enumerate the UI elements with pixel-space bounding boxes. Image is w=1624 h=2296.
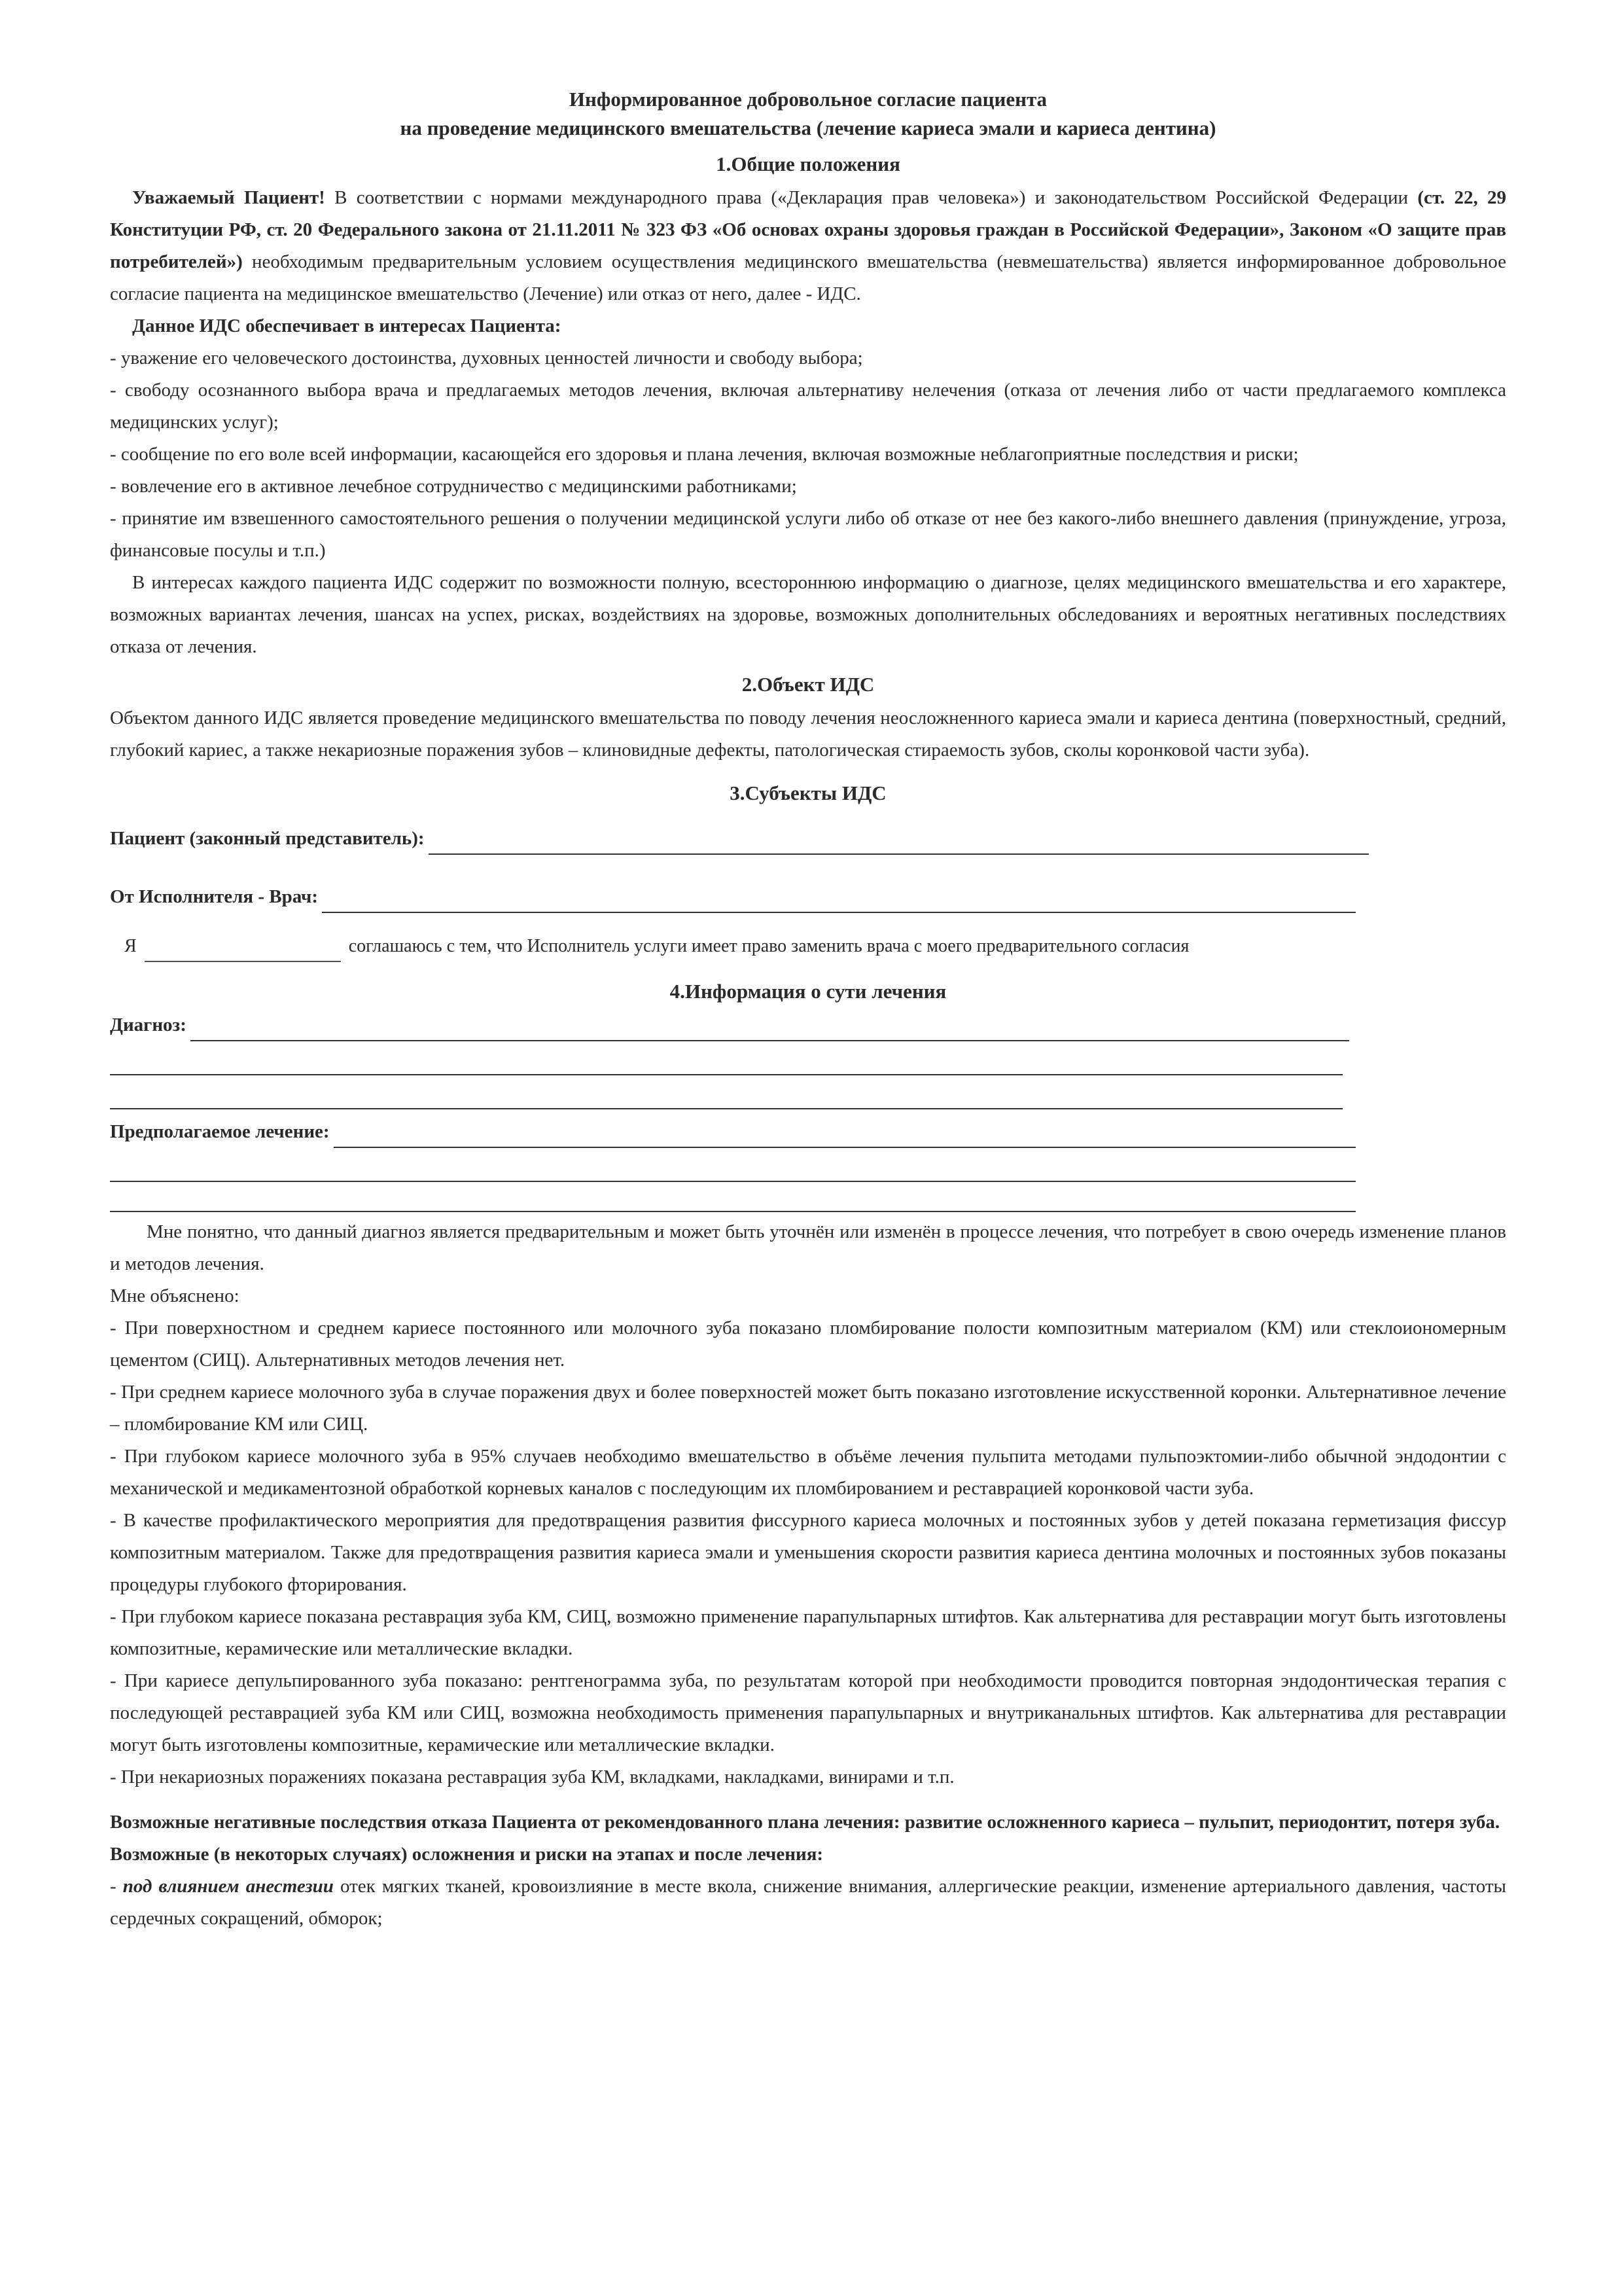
greeting: Уважаемый Пациент! bbox=[132, 187, 325, 208]
agree-text: соглашаюсь с тем, что Исполнитель услуги имеет право заменить врача с моего предварительного согласия bbox=[348, 936, 1190, 956]
section-1-intro bbox=[110, 182, 1506, 310]
agree-signature-line[interactable] bbox=[145, 940, 341, 962]
law-references: (ст. 22, 29 Конституции РФ, ст. 20 Федерального закона от 21.11.2011 № 323 ФЗ «Об основах охраны здоровья граждан в Российской Федерации», Законом «О защите прав потребителей») bbox=[110, 187, 1507, 272]
section-3-heading: 3.Субъекты ИДС bbox=[730, 781, 887, 804]
doctor-replacement-agreement bbox=[110, 930, 1506, 962]
section-4-heading: 4.Информация о сути лечения bbox=[669, 980, 947, 1003]
section-2-heading: 2.Объект ИДС bbox=[741, 673, 875, 696]
treatment-info-item: - При некариозных поражениях показана реставрация зуба КМ, вкладками, накладками, винирами и т.п. bbox=[110, 1767, 955, 1787]
treatment-info-item: - При кариесе депульпированного зуба показано: рентгенограмма зуба, по результатам которой при необходимости проводится повторная эндодонтическая терапия с последующей реставрацией зуба КМ или СИЦ, возможна необходимость применения парапульпарных и внутриканальных штифтов. Как альтернатива для реставрации могут быть изготовлены композитные, керамические или металлические вкладки. bbox=[110, 1670, 1506, 1755]
anesthesia-risks: - под влиянием анестезии отек мягких тканей, кровоизлияние в месте вкола, снижение внимания, аллергические реакции, изменение артериального давления, частоты сердечных сокращений, обморок; bbox=[110, 1876, 1506, 1929]
patient-name-line[interactable] bbox=[429, 831, 1369, 855]
doctor-label: От Исполнителя - Врач: bbox=[110, 886, 319, 907]
intro-part-a: В соответствии с нормами международного права («Декларация прав человека») и законодательством Российской Федерации bbox=[325, 187, 1418, 208]
negative-consequences-heading: Возможные негативные последствия отказа Пациента от рекомендованного плана лечения: развитие осложненного кариеса – пульпит, периодонтит, потеря зуба. bbox=[110, 1812, 1500, 1833]
document-title-line2: на проведение медицинского вмешательства (лечение кариеса эмали и кариеса дентина) bbox=[400, 117, 1216, 139]
treatment-line[interactable] bbox=[334, 1124, 1356, 1148]
anesthesia-text: отек мягких тканей, кровоизлияние в месте вкола, снижение внимания, аллергические реакции, изменение артериального давления, частоты сердечных сокращений, обморок; bbox=[110, 1876, 1506, 1929]
intro-part-b: необходимым предварительным условием осуществления медицинского вмешательства (невмешательства) является информированное добровольное согласие пациента на медицинское вмешательство (Лечение) или отказ от него, далее - ИДС. bbox=[110, 251, 1506, 304]
ensures-item: - принятие им взвешенного самостоятельного решения о получении медицинской услуги либо об отказе от нее без какого-либо внешнего давления (принуждение, угроза, финансовые посулы и т.п.) bbox=[110, 508, 1506, 561]
treatment-line-2[interactable] bbox=[110, 1148, 1356, 1182]
treatment-info-item: - При глубоком кариесе показана реставрация зуба КМ, СИЦ, возможно применение парапульпарных штифтов. Как альтернатива для реставрации могут быть изготовлены композитные, керамические или металлические вкладки. bbox=[110, 1606, 1506, 1659]
treatment-label: Предполагаемое лечение: bbox=[110, 1121, 330, 1142]
treatment-info-item: - В качестве профилактического мероприятия для предотвращения развития фиссурного кариеса молочных и постоянных зубов у детей показана герметизация фиссур композитным материалом. Также для предотвращения развития кариеса эмали и уменьшения скорости развития кариеса дентина молочных и постоянных зубов показаны процедуры глубокого фторирования. bbox=[110, 1510, 1506, 1595]
section-1-heading: 1.Общие положения bbox=[716, 152, 900, 175]
treatment-line-3[interactable] bbox=[110, 1182, 1356, 1212]
treatment-info-item: - При глубоком кариесе молочного зуба в 95% случаев необходимо вмешательство в объёме лечения пульпита методами пульпоэктомии-либо обычной эндодонтии с механической и медикаментозной обработкой корневых каналов с последующим их пломбированием и реставрацией коронковой части зуба. bbox=[110, 1446, 1506, 1499]
patient-label: Пациент (законный представитель): bbox=[110, 828, 425, 849]
anesthesia-lead: под влиянием анестезии bbox=[122, 1876, 334, 1897]
treatment-info-item: - При среднем кариесе молочного зуба в случае поражения двух и более поверхностей может быть показано изготовление искусственной коронки. Альтернативное лечение – пломбирование КМ или СИЦ. bbox=[110, 1382, 1506, 1435]
risks-heading: Возможные (в некоторых случаях) осложнения и риски на этапах и после лечения: bbox=[110, 1844, 824, 1865]
agree-prefix: Я bbox=[124, 936, 137, 956]
diagnosis-field-row bbox=[110, 1009, 1349, 1041]
diagnosis-line-2[interactable] bbox=[110, 1041, 1343, 1075]
diagnosis-line-3[interactable] bbox=[110, 1075, 1343, 1109]
section-2-text: Объектом данного ИДС является проведение медицинского вмешательства по поводу лечения неосложненного кариеса эмали и кариеса дентина (поверхностный, средний, глубокий кариес, а также некариозные поражения зубов – клиновидные дефекты, патологическая стираемость зубов, сколы коронковой части зуба). bbox=[110, 708, 1506, 761]
ensures-heading: Данное ИДС обеспечивает в интересах Пациента: bbox=[132, 315, 561, 336]
doctor-name-line[interactable] bbox=[322, 889, 1356, 913]
explained-label: Мне объяснено: bbox=[110, 1285, 239, 1306]
diagnosis-preliminary-note: Мне понятно, что данный диагноз является предварительным и может быть уточнён или изменён в процессе лечения, что потребует в свою очередь изменение планов и методов лечения. bbox=[110, 1221, 1506, 1274]
section-1-interests: В интересах каждого пациента ИДС содержит по возможности полную, всестороннюю информацию о диагнозе, целях медицинского вмешательства и его характере, возможных вариантах лечения, шансах на успех, рисках, воздействиях на здоровье, возможных дополнительных обследованиях и вероятных негативных последствиях отказа от лечения. bbox=[110, 572, 1506, 657]
diagnosis-label: Диагноз: bbox=[110, 1014, 186, 1035]
diagnosis-line[interactable] bbox=[190, 1018, 1349, 1041]
treatment-field-row bbox=[110, 1116, 1356, 1148]
ensures-item: - свободу осознанного выбора врача и предлагаемых методов лечения, включая альтернативу нелечения (отказа от лечения либо от части предлагаемого комплекса медицинских услуг); bbox=[110, 380, 1506, 433]
ensures-item: - сообщение по его воле всей информации, касающейся его здоровья и плана лечения, включая возможные неблагоприятные последствия и риски; bbox=[110, 444, 1299, 465]
patient-field-row bbox=[110, 823, 1369, 855]
document-title-line1: Информированное добровольное согласие пациента bbox=[569, 88, 1048, 111]
ensures-item: - вовлечение его в активное лечебное сотрудничество с медицинскими работниками; bbox=[110, 476, 797, 497]
treatment-info-item: - При поверхностном и среднем кариесе постоянного или молочного зуба показано пломбирование полости композитным материалом (КМ) или стеклоиономерным цементом (СИЦ). Альтернативных методов лечения нет. bbox=[110, 1318, 1506, 1371]
ensures-item: - уважение его человеческого достоинства, духовных ценностей личности и свободу выбора; bbox=[110, 348, 863, 368]
doctor-field-row bbox=[110, 881, 1356, 913]
